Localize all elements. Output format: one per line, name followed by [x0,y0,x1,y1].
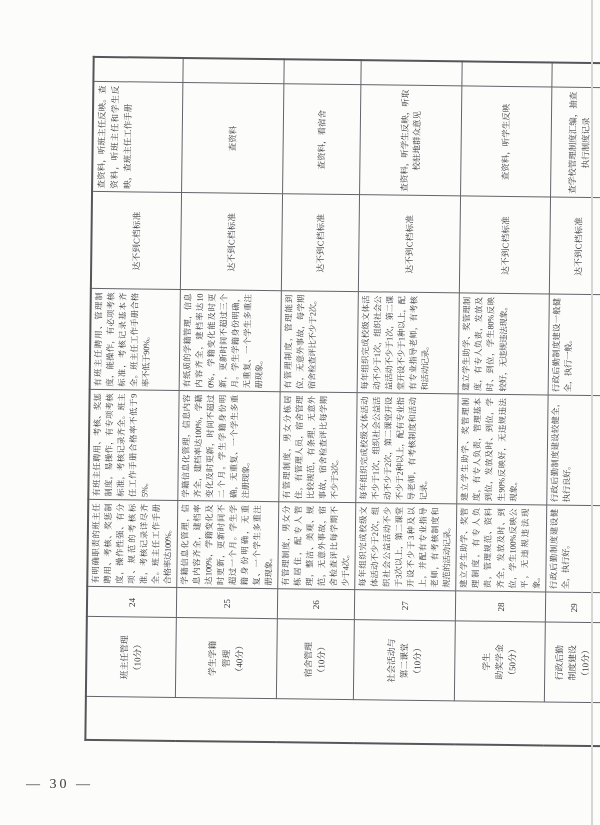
rotated-table-container [84,58,591,746]
remark-cell-empty [462,61,551,87]
check-method-cell: 查资料 [182,83,284,194]
standard-a-cell: 学籍信息化管理，信息内容齐全，建档率达100%，学籍变化及时更新，更新时间不超过一个月。学生学籍身份明确，无重复、一个学生多重注册现象。 [177,501,279,589]
category-cell: 宿舍管理 （10分） [277,619,355,700]
category-cell: 学生学籍 管理 （40分） [175,618,277,699]
check-method-cell: 查学校管理制度汇编，抽查执行制度记录 [550,87,600,198]
standard-a-cell: 每年组织完成校级文体活动不少于2次，组织社会公益活动不少于3次以上，第二课堂开设不少于3种及以上，并配有专业指导老师，有考核制度和规范的活动记录。 [355,503,457,591]
table-row [85,57,183,741]
check-method-cell: 查资料，听学生反映 [461,86,551,197]
standard-a-cell: 有管理制度，男女分栋居住，配专人管理，整洁、美观、规范，无意外事故，宿舍检查评比每学期不少于4次。 [278,502,356,590]
category-cell: 班主任管理 （10分） [86,617,177,698]
remark-cell-empty [284,59,361,85]
page-number: — 30 — [26,777,93,792]
category-cell: 学生 助奖学金 （50分） [455,621,545,702]
standard-b-cell: 建立学生助学、奖管理制度，有专人负责，管理基本到位，发放及时、到位，学生90%反映好，无违规违法现象。 [457,394,547,505]
standard-c-cell: 有班主任聘用、管理制度，能操作，有必项考核标准，考核记录基本齐全。班主任工作手册合格率不低于90%。 [90,289,181,391]
evaluation-criteria-table [84,56,600,747]
standard-c-cell: 行政后勤制度建设一般健全，执行一般。 [548,294,600,396]
row-number-cell: 25 [176,588,277,619]
below-c-cell: 达不到C档标准 [460,196,550,294]
below-c-cell: 达不到C档标准 [359,195,461,293]
below-c-cell: 达不到C档标准 [180,193,282,291]
standard-b-cell: 行政后勤制度建设较健全，执行良好。 [546,395,600,506]
standard-c-cell: 有管理制度，管理能到位，无意外事故，每学期宿舍检查评比不少于2次。 [280,291,358,393]
category-cell: 行政后勤 制度建设 （10分） [544,622,600,703]
row-number-cell: 24 [87,587,177,618]
standard-a-cell: 行政后勤制度建设健全，执行好。 [545,505,600,593]
table-row [175,58,284,742]
standard-b-cell: 学籍信息化管理，信息内容齐全，建档率达100%，学籍变化及时更新，时间不超过二个月。学生学籍身份明确，无重复、一个学生多重注册现象。 [178,391,280,502]
remark-cell-empty [361,60,462,86]
check-method-cell: 查资料，听班主任反映。查资料，听班主任和学生反映，查班主任工作手册 [92,82,183,193]
table-row [353,60,462,744]
standard-c-cell: 每年组织完成校级文体活动不少于1次，组织社会公益活动不少于1次，第二课堂开设不少于1种以上，配有专业指导老师，有考核和活动记录。 [357,292,459,394]
row-number-cell: 29 [545,592,600,623]
standard-c-cell: 有纸质的学籍管理，信息内容齐全，建档率达100%，学籍变化能及时更新，更新时间不超过三个月。学生学籍身份明确，无重复、一个学生多重注册现象。 [179,290,281,392]
remark-cell-empty [93,57,183,83]
row-number-cell: 26 [278,589,355,620]
standard-a-cell: 有明确职责的班主任聘用、考核、奖惩制度，操作性强、有分项、规范的考核标准，考核记录详尽齐全。班主任工作手册合格率达100%。 [87,500,178,588]
standard-b-cell: 有管理制度，男女分栋居住，有管理人员，宿舍管理比较规范，有条理，无意外事故，宿舍检查评比每学期不少于3次。 [279,392,357,503]
standard-b-cell: 每年组织完成校级文体活动不少于1次，组织社会公益活动不少于2次，第二课堂开设不少于2种以上，配有专业指导老师，有考核制度和活动记录。 [356,393,458,504]
standard-a-cell: 建立学生助学、奖管理制度，有专人负责，管理规范、资料齐全，发放及时、到位，学生100%反映公平，无违规违法现象。 [456,504,546,592]
check-method-cell: 查资料，听学生反映，听取校驻地群众意见 [360,85,462,196]
below-c-cell: 达不到C档标准 [549,197,600,295]
standard-b-cell: 有班主任聘用、考核、奖惩制度，易操作，有专项考核标准，考核记录齐全。班主任工作手册合格率不低于95%。 [88,390,179,501]
standard-c-cell: 建立学生助学、奖管理制度，有专人负责，发放及时、到位，学生80%反映较好，无违规违法现象。 [459,293,549,395]
below-c-cell: 达不到C档标准 [91,192,182,290]
table-row [454,61,551,745]
category-cell: 社会活动与 第二课堂 （10分） [354,620,456,701]
below-c-cell: 达不到C档标准 [282,194,360,292]
table-row [276,59,361,743]
row-number-cell: 27 [355,590,456,621]
scan-edge-line [591,0,593,825]
remark-cell-empty [183,58,284,84]
row-number-cell: 28 [456,591,545,622]
first-level-indicator-cell-empty [85,697,600,746]
check-method-cell: 查资料，看宿舍 [283,84,361,195]
